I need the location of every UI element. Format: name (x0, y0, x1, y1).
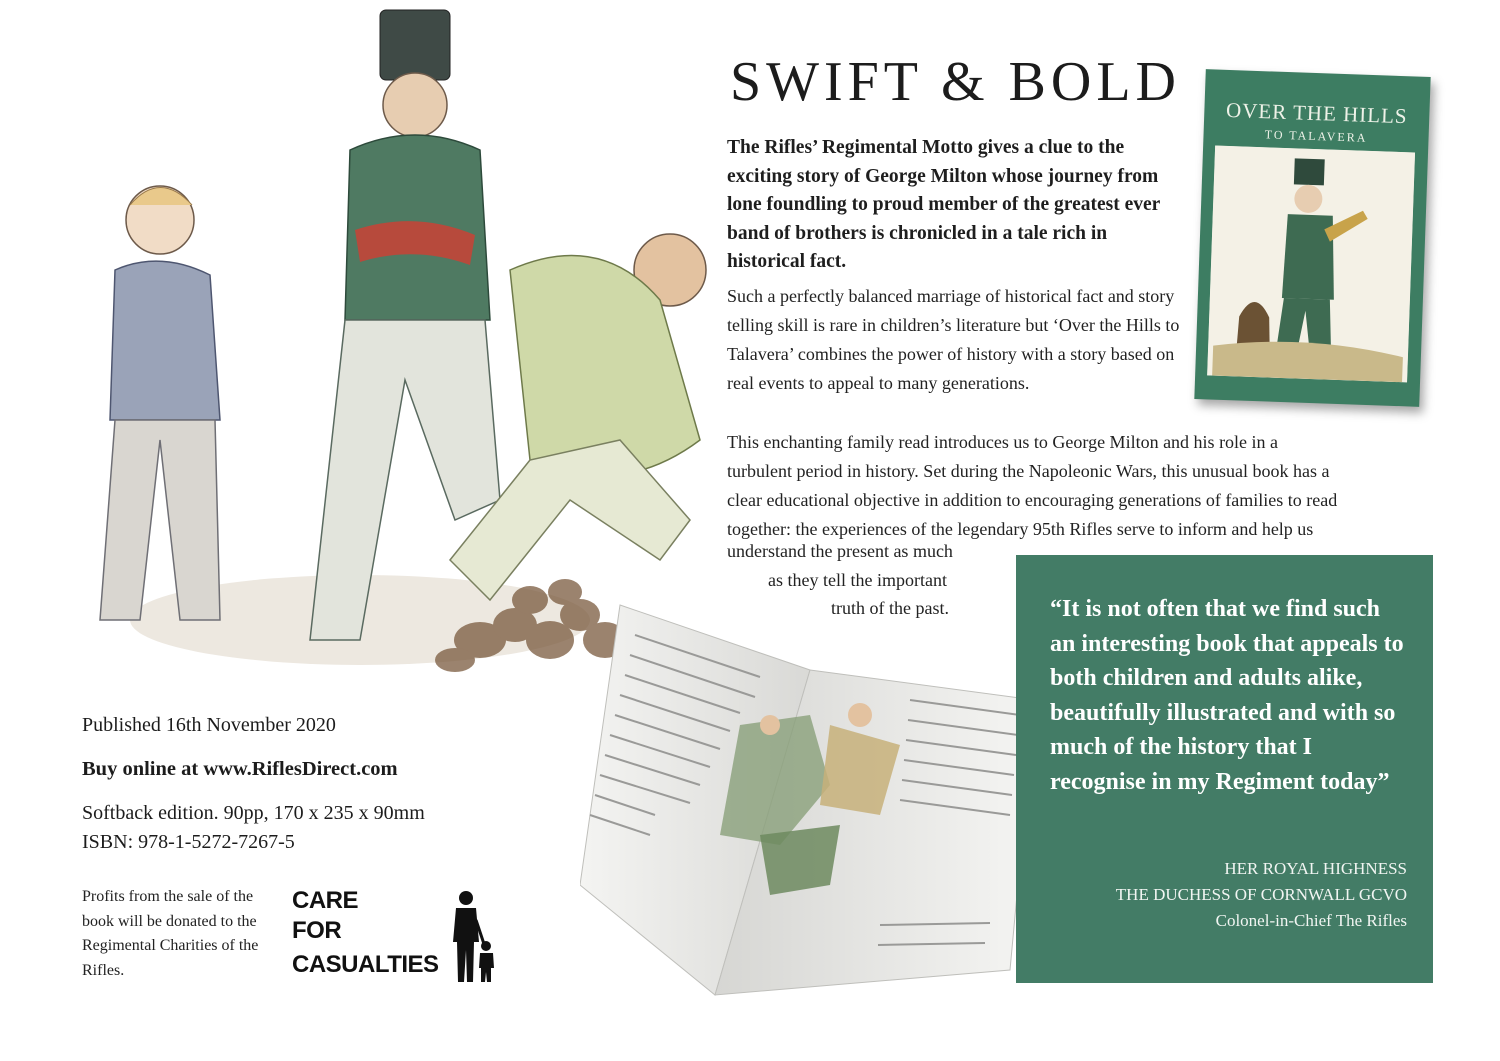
quote-text: “It is not often that we find such an interesting book that appeals to both children and adults alike, beautifully illustrated and with so much of the history that I recognise in my Regiment today” (1050, 596, 1404, 795)
quote-attribution-line: THE DUCHESS OF CORNWALL GCVO (1115, 885, 1407, 904)
charity-logo-line: CASUALTIES (292, 951, 439, 978)
buy-online-link[interactable]: Buy online at www.RiflesDirect.com (82, 758, 398, 780)
body-paragraph-2-line: This enchanting family read introduces us to George Milton and his role in a (727, 432, 1279, 452)
body-paragraph-2-line: together: the experiences of the legendary 95th Rifles serve to inform and help us (727, 519, 1314, 539)
edition-details: Softback edition. 90pp, 170 x 235 x 90mm (82, 802, 425, 824)
body-paragraph-2-line: clear educational objective in addition to encouraging generations of families to read (727, 490, 1338, 510)
body-paragraph-2 (727, 428, 1427, 544)
cover-illustration (1207, 146, 1415, 383)
profits-note: Profits from the sale of the book will be donated to the Regimental Charities of the Rifles. (82, 888, 259, 979)
quote-attribution-line: HER ROYAL HIGHNESS (1224, 859, 1407, 878)
quote-attribution-line: Colonel-in-Chief The Rifles (1215, 911, 1407, 930)
body-paragraph-2-line: understand the present as much (727, 541, 953, 561)
cover-subtitle: TO TALAVERA (1264, 127, 1368, 145)
body-paragraph-2-line: as they tell the important (768, 570, 947, 590)
parent-child-icon (448, 890, 500, 984)
boy-figure (100, 186, 220, 620)
charity-logo-line: FOR (292, 917, 342, 944)
body-paragraph-1: Such a perfectly balanced marriage of historical fact and story telling skill is rare in children’s literature but ‘Over the Hills to Talavera’ combines the power of history with a story based on real events to appeal to many generations. (727, 286, 1180, 393)
lead-paragraph: The Rifles’ Regimental Motto gives a clue to the exciting story of George Milton whose journey from lone foundling to proud member of the greatest ever band of brothers is chronicled in a tale rich in historical fact. (727, 137, 1160, 272)
charity-logo (292, 888, 502, 988)
body-paragraph-2-line: truth of the past. (831, 598, 949, 618)
page-title: SWIFT & BOLD (730, 51, 1181, 113)
publication-date: Published 16th November 2020 (82, 714, 336, 736)
quote-box (1016, 555, 1433, 983)
body-paragraph-2-line: turbulent period in history. Set during the Napoleonic Wars, this unusual book has a (727, 461, 1330, 481)
cover-title: OVER THE HILLS (1225, 97, 1409, 129)
isbn: ISBN: 978-1-5272-7267-5 (82, 831, 295, 853)
open-book-image (580, 585, 1055, 1005)
charity-logo-line: CARE (292, 887, 359, 914)
book-cover-image (1194, 69, 1430, 407)
